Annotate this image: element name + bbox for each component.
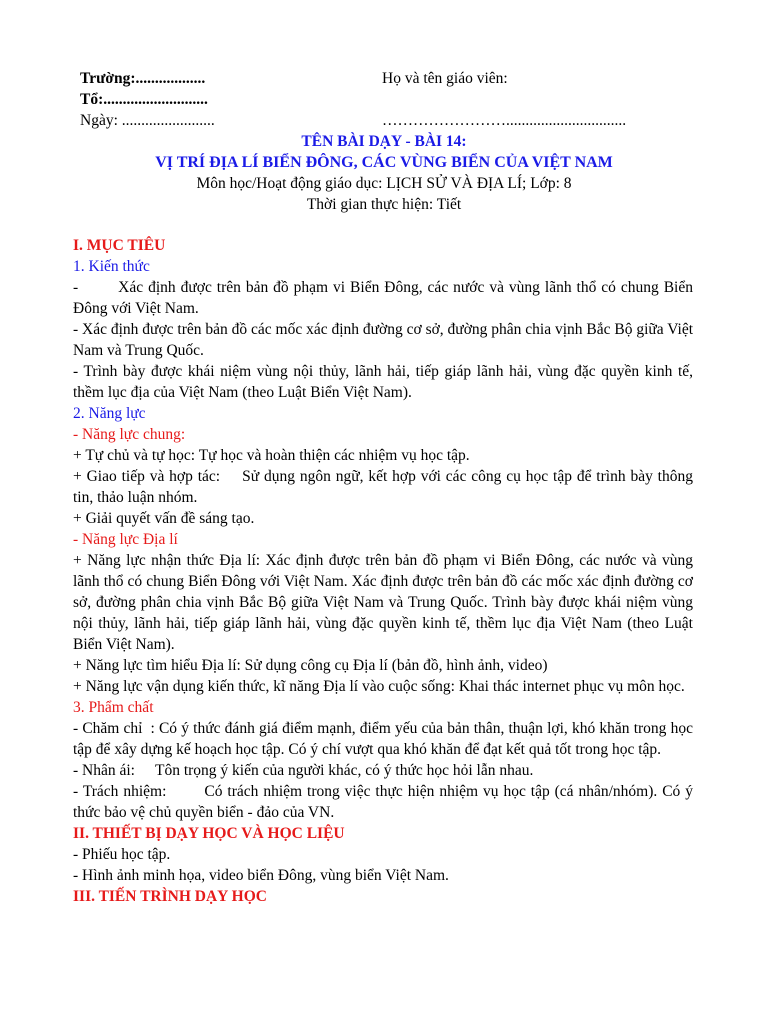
quality-item-1 bbox=[73, 718, 693, 760]
subject-line: Môn học/Hoạt động giáo dục: LỊCH SỬ VÀ ĐỊA LÍ; Lớp: 8 bbox=[196, 175, 572, 192]
quality-item-3 bbox=[73, 781, 693, 823]
general-item-1: + Tự chủ và tự học: Tự học và hoàn thiện các nhiệm vụ học tập. bbox=[73, 447, 470, 464]
general-item-2-text: Sử dụng ngôn ngữ, kết hợp với các công cụ học tập để trình bày thông tin, thảo luận nhóm. bbox=[73, 468, 693, 506]
general-item-3: + Giải quyết vấn đề sáng tạo. bbox=[73, 510, 255, 527]
quality-item-1-label: - Chăm chỉ bbox=[73, 720, 143, 737]
knowledge-item-2: - Xác định được trên bản đồ các mốc xác định đường cơ sở, đường phân chia vịnh Bắc Bộ giữa Việt Nam và Trung Quốc. bbox=[73, 321, 694, 359]
section-heading-equipment: II. THIẾT BỊ DẠY HỌC VÀ HỌC LIỆU bbox=[73, 825, 345, 842]
equipment-item-1: - Phiếu học tập. bbox=[73, 846, 171, 863]
knowledge-item-1-dash: - bbox=[73, 279, 79, 296]
quality-item-3-label: - Trách nhiệm: bbox=[73, 783, 167, 800]
time-line: Thời gian thực hiện: Tiết bbox=[306, 196, 462, 213]
lesson-title: TÊN BÀI DẠY - BÀI 14: bbox=[301, 133, 467, 150]
equipment-item-2: - Hình ảnh minh họa, video biển Đông, vùng biển Việt Nam. bbox=[73, 867, 449, 884]
header-right bbox=[382, 68, 626, 131]
section-heading-objectives: I. MỤC TIÊU bbox=[73, 237, 166, 254]
knowledge-item-1 bbox=[73, 277, 693, 319]
general-item-2-label: + Giao tiếp và hợp tác: bbox=[73, 468, 221, 485]
general-item-2 bbox=[73, 466, 693, 508]
subheading-knowledge: 1. Kiến thức bbox=[73, 258, 150, 275]
date-field: Ngày: ........................ bbox=[80, 112, 215, 129]
subheading-competency: 2. Năng lực bbox=[73, 405, 146, 422]
knowledge-item-1-text: Xác định được trên bản đồ phạm vi Biển Đông, các nước và vùng lãnh thổ có chung Biển Đông với Việt Nam. bbox=[73, 279, 693, 317]
knowledge-item-3: - Trình bày được khái niệm vùng nội thủy, lãnh hải, tiếp giáp lãnh hải, vùng đặc quyền kinh tế, thềm lục địa của Việt Nam (theo Luật Biển Việt Nam). bbox=[73, 363, 693, 401]
group-field: Tổ:........................... bbox=[80, 91, 208, 108]
subheading-qualities: 3. Phẩm chất bbox=[73, 699, 154, 716]
quality-item-1-text: : Có ý thức đánh giá điểm mạnh, điểm yếu của bản thân, thuận lợi, khó khăn trong học tập để xây dựng kế hoạch học tập. Có ý chí vượt qua khó khăn để đạt kết quả tốt trong học tập. bbox=[73, 720, 693, 758]
geo-item-3: + Năng lực vận dụng kiến thức, kĩ năng Địa lí vào cuộc sống: Khai thác internet phục vụ môn học. bbox=[73, 678, 685, 695]
quality-item-2 bbox=[73, 760, 693, 781]
quality-item-2-label: - Nhân ái: bbox=[73, 762, 135, 779]
school-field: Trường:.................. bbox=[80, 70, 206, 87]
subheading-geo-competency: - Năng lực Địa lí bbox=[73, 531, 178, 548]
lesson-topic: VỊ TRÍ ĐỊA LÍ BIỂN ĐÔNG, CÁC VÙNG BIỂN CỦA VIỆT NAM bbox=[155, 154, 613, 171]
geo-item-2: + Năng lực tìm hiểu Địa lí: Sử dụng công cụ Địa lí (bản đồ, hình ảnh, video) bbox=[73, 657, 548, 674]
quality-item-2-text: Tôn trọng ý kiến của người khác, có ý thức học hỏi lẫn nhau. bbox=[154, 762, 534, 779]
section-heading-process: III. TIẾN TRÌNH DẠY HỌC bbox=[73, 888, 267, 905]
subheading-general-competency: - Năng lực chung: bbox=[73, 426, 186, 443]
teacher-label: Họ và tên giáo viên: bbox=[382, 70, 508, 87]
geo-item-1: + Năng lực nhận thức Địa lí: Xác định được trên bản đồ phạm vi Biển Đông, các nước và vùng lãnh thổ có chung Biển Đông với Việt Nam. Xác định được trên bản đồ các mốc xác định đường cơ sở, đường phân chia vịnh Bắc Bộ giữa Việt Nam và Trung Quốc. Trình bày được khái niệm vùng nội thủy, lãnh hải, tiếp giáp lãnh hải, vùng đặc quyền kinh tế, thềm lục địa Việt Nam (theo Luật Biển Việt Nam). bbox=[73, 552, 693, 653]
document-body bbox=[73, 235, 693, 907]
quality-item-3-text: Có trách nhiệm trong việc thực hiện nhiệm vụ học tập (cá nhân/nhóm). Có ý thức bảo vệ chủ quyền biển - đảo của VN. bbox=[73, 783, 693, 821]
teacher-dots: ……………………............................... bbox=[382, 112, 627, 129]
header-left bbox=[80, 68, 215, 131]
